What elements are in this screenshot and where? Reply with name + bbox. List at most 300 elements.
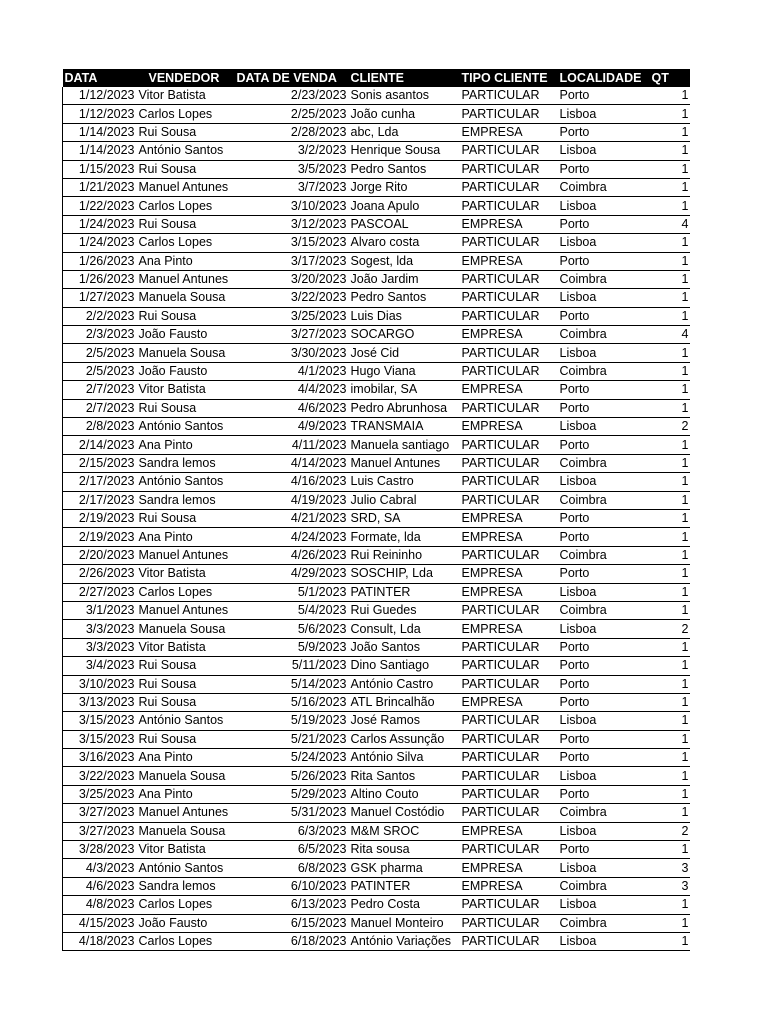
cell-cliente[interactable]: TRANSMAIA [349,418,460,436]
cell-data-de-venda[interactable]: 4/4/2023 [235,381,349,399]
cell-data-de-venda[interactable]: 4/16/2023 [235,473,349,491]
cell-tipo-cliente[interactable]: PARTICULAR [460,160,558,178]
cell-data-de-venda[interactable]: 6/15/2023 [235,914,349,932]
cell-cliente[interactable]: M&M SROC [349,822,460,840]
cell-vendedor[interactable]: João Fausto [137,326,235,344]
cell-qt[interactable]: 1 [646,841,690,859]
cell-vendedor[interactable]: Ana Pinto [137,528,235,546]
cell-vendedor[interactable]: Manuel Antunes [137,804,235,822]
cell-qt[interactable]: 2 [646,418,690,436]
cell-tipo-cliente[interactable]: PARTICULAR [460,767,558,785]
cell-vendedor[interactable]: Carlos Lopes [137,197,235,215]
cell-localidade[interactable]: Lisboa [558,289,646,307]
cell-qt[interactable]: 1 [646,105,690,123]
cell-cliente[interactable]: Henrique Sousa [349,142,460,160]
cell-data[interactable]: 2/17/2023 [63,473,137,491]
cell-localidade[interactable]: Porto [558,730,646,748]
cell-data-de-venda[interactable]: 5/14/2023 [235,675,349,693]
cell-vendedor[interactable]: Manuela Sousa [137,289,235,307]
cell-localidade[interactable]: Lisboa [558,822,646,840]
cell-localidade[interactable]: Porto [558,307,646,325]
cell-qt[interactable]: 1 [646,307,690,325]
cell-vendedor[interactable]: Manuela Sousa [137,344,235,362]
cell-vendedor[interactable]: Manuel Antunes [137,178,235,196]
cell-vendedor[interactable]: Sandra lemos [137,454,235,472]
cell-qt[interactable]: 1 [646,896,690,914]
cell-cliente[interactable]: ATL Brincalhão [349,693,460,711]
cell-data-de-venda[interactable]: 3/5/2023 [235,160,349,178]
cell-data[interactable]: 3/10/2023 [63,675,137,693]
header-data[interactable]: DATA [63,69,137,87]
cell-vendedor[interactable]: Ana Pinto [137,749,235,767]
cell-qt[interactable]: 1 [646,270,690,288]
cell-qt[interactable]: 1 [646,142,690,160]
cell-data-de-venda[interactable]: 3/10/2023 [235,197,349,215]
cell-qt[interactable]: 1 [646,785,690,803]
cell-localidade[interactable]: Coimbra [558,546,646,564]
cell-vendedor[interactable]: João Fausto [137,914,235,932]
cell-cliente[interactable]: António Variações [349,932,460,950]
cell-localidade[interactable]: Lisboa [558,418,646,436]
cell-data-de-venda[interactable]: 5/21/2023 [235,730,349,748]
cell-cliente[interactable]: Consult, Lda [349,620,460,638]
cell-cliente[interactable]: GSK pharma [349,859,460,877]
cell-localidade[interactable]: Porto [558,436,646,454]
cell-vendedor[interactable]: Manuela Sousa [137,620,235,638]
cell-cliente[interactable]: António Castro [349,675,460,693]
cell-cliente[interactable]: Pedro Santos [349,160,460,178]
cell-tipo-cliente[interactable]: PARTICULAR [460,344,558,362]
cell-localidade[interactable]: Porto [558,785,646,803]
cell-cliente[interactable]: Carlos Assunção [349,730,460,748]
cell-vendedor[interactable]: Rui Sousa [137,399,235,417]
cell-cliente[interactable]: Rui Reininho [349,546,460,564]
cell-tipo-cliente[interactable]: PARTICULAR [460,491,558,509]
cell-tipo-cliente[interactable]: EMPRESA [460,583,558,601]
cell-cliente[interactable]: Luis Dias [349,307,460,325]
cell-cliente[interactable]: Pedro Costa [349,896,460,914]
cell-data-de-venda[interactable]: 4/21/2023 [235,509,349,527]
cell-data[interactable]: 2/27/2023 [63,583,137,601]
header-cliente[interactable]: CLIENTE [349,69,460,87]
cell-qt[interactable]: 1 [646,730,690,748]
cell-data[interactable]: 2/19/2023 [63,509,137,527]
cell-data[interactable]: 1/26/2023 [63,270,137,288]
cell-data[interactable]: 1/22/2023 [63,197,137,215]
cell-data-de-venda[interactable]: 5/4/2023 [235,601,349,619]
cell-localidade[interactable]: Porto [558,160,646,178]
cell-vendedor[interactable]: Vitor Batista [137,87,235,105]
cell-cliente[interactable]: José Ramos [349,712,460,730]
cell-localidade[interactable]: Coimbra [558,454,646,472]
cell-tipo-cliente[interactable]: EMPRESA [460,565,558,583]
cell-localidade[interactable]: Lisboa [558,896,646,914]
cell-tipo-cliente[interactable]: PARTICULAR [460,362,558,380]
cell-localidade[interactable]: Porto [558,675,646,693]
cell-localidade[interactable]: Porto [558,252,646,270]
cell-tipo-cliente[interactable]: EMPRESA [460,381,558,399]
cell-localidade[interactable]: Lisboa [558,583,646,601]
cell-data-de-venda[interactable]: 3/27/2023 [235,326,349,344]
cell-vendedor[interactable]: Rui Sousa [137,657,235,675]
cell-localidade[interactable]: Coimbra [558,877,646,895]
cell-localidade[interactable]: Coimbra [558,914,646,932]
cell-cliente[interactable]: Pedro Abrunhosa [349,399,460,417]
cell-localidade[interactable]: Coimbra [558,804,646,822]
cell-data-de-venda[interactable]: 3/30/2023 [235,344,349,362]
cell-tipo-cliente[interactable]: PARTICULAR [460,675,558,693]
cell-tipo-cliente[interactable]: PARTICULAR [460,289,558,307]
cell-vendedor[interactable]: Vitor Batista [137,565,235,583]
cell-data[interactable]: 3/15/2023 [63,730,137,748]
cell-data-de-venda[interactable]: 6/10/2023 [235,877,349,895]
cell-cliente[interactable]: João cunha [349,105,460,123]
cell-tipo-cliente[interactable]: EMPRESA [460,877,558,895]
cell-qt[interactable]: 1 [646,344,690,362]
cell-data-de-venda[interactable]: 5/11/2023 [235,657,349,675]
cell-vendedor[interactable]: António Santos [137,712,235,730]
cell-tipo-cliente[interactable]: EMPRESA [460,859,558,877]
cell-data-de-venda[interactable]: 5/9/2023 [235,638,349,656]
cell-data-de-venda[interactable]: 4/24/2023 [235,528,349,546]
cell-cliente[interactable]: Jorge Rito [349,178,460,196]
cell-cliente[interactable]: Manuel Costódio [349,804,460,822]
cell-vendedor[interactable]: Vitor Batista [137,381,235,399]
cell-data[interactable]: 3/4/2023 [63,657,137,675]
cell-localidade[interactable]: Lisboa [558,620,646,638]
cell-data[interactable]: 2/20/2023 [63,546,137,564]
cell-localidade[interactable]: Lisboa [558,473,646,491]
cell-localidade[interactable]: Coimbra [558,601,646,619]
cell-qt[interactable]: 4 [646,326,690,344]
cell-data[interactable]: 2/5/2023 [63,344,137,362]
cell-data[interactable]: 2/7/2023 [63,399,137,417]
cell-cliente[interactable]: Pedro Santos [349,289,460,307]
cell-vendedor[interactable]: Manuel Antunes [137,546,235,564]
cell-tipo-cliente[interactable]: EMPRESA [460,693,558,711]
cell-qt[interactable]: 1 [646,178,690,196]
header-qt[interactable]: QT [646,69,690,87]
cell-vendedor[interactable]: Manuela Sousa [137,822,235,840]
cell-localidade[interactable]: Lisboa [558,767,646,785]
cell-vendedor[interactable]: António Santos [137,859,235,877]
cell-localidade[interactable]: Lisboa [558,344,646,362]
cell-qt[interactable]: 1 [646,546,690,564]
cell-tipo-cliente[interactable]: PARTICULAR [460,730,558,748]
cell-data[interactable]: 3/13/2023 [63,693,137,711]
cell-qt[interactable]: 1 [646,712,690,730]
cell-cliente[interactable]: João Jardim [349,270,460,288]
cell-data-de-venda[interactable]: 3/25/2023 [235,307,349,325]
cell-vendedor[interactable]: Vitor Batista [137,638,235,656]
cell-vendedor[interactable]: Carlos Lopes [137,896,235,914]
cell-vendedor[interactable]: Ana Pinto [137,252,235,270]
cell-data[interactable]: 3/16/2023 [63,749,137,767]
cell-tipo-cliente[interactable]: PARTICULAR [460,436,558,454]
cell-data[interactable]: 1/14/2023 [63,142,137,160]
cell-data-de-venda[interactable]: 5/19/2023 [235,712,349,730]
cell-tipo-cliente[interactable]: EMPRESA [460,215,558,233]
cell-qt[interactable]: 1 [646,123,690,141]
cell-data-de-venda[interactable]: 6/13/2023 [235,896,349,914]
cell-qt[interactable]: 2 [646,822,690,840]
cell-tipo-cliente[interactable]: PARTICULAR [460,601,558,619]
cell-data[interactable]: 2/5/2023 [63,362,137,380]
cell-cliente[interactable]: PASCOAL [349,215,460,233]
cell-qt[interactable]: 1 [646,362,690,380]
cell-localidade[interactable]: Coimbra [558,491,646,509]
cell-cliente[interactable]: PATINTER [349,877,460,895]
cell-data-de-venda[interactable]: 3/12/2023 [235,215,349,233]
cell-localidade[interactable]: Porto [558,123,646,141]
cell-cliente[interactable]: imobilar, SA [349,381,460,399]
cell-qt[interactable]: 2 [646,620,690,638]
cell-data-de-venda[interactable]: 6/8/2023 [235,859,349,877]
cell-data[interactable]: 2/3/2023 [63,326,137,344]
cell-data[interactable]: 2/17/2023 [63,491,137,509]
cell-localidade[interactable]: Porto [558,381,646,399]
cell-qt[interactable]: 1 [646,767,690,785]
cell-localidade[interactable]: Porto [558,215,646,233]
cell-qt[interactable]: 1 [646,693,690,711]
cell-data[interactable]: 3/15/2023 [63,712,137,730]
cell-tipo-cliente[interactable]: PARTICULAR [460,399,558,417]
cell-tipo-cliente[interactable]: PARTICULAR [460,638,558,656]
cell-tipo-cliente[interactable]: PARTICULAR [460,657,558,675]
cell-data-de-venda[interactable]: 4/26/2023 [235,546,349,564]
cell-vendedor[interactable]: Sandra lemos [137,877,235,895]
cell-cliente[interactable]: João Santos [349,638,460,656]
cell-localidade[interactable]: Porto [558,749,646,767]
cell-cliente[interactable]: Julio Cabral [349,491,460,509]
cell-tipo-cliente[interactable]: EMPRESA [460,620,558,638]
cell-cliente[interactable]: Manuel Antunes [349,454,460,472]
cell-vendedor[interactable]: Rui Sousa [137,730,235,748]
cell-data[interactable]: 2/26/2023 [63,565,137,583]
cell-data[interactable]: 3/27/2023 [63,804,137,822]
cell-localidade[interactable]: Lisboa [558,859,646,877]
cell-localidade[interactable]: Porto [558,399,646,417]
cell-localidade[interactable]: Porto [558,528,646,546]
cell-vendedor[interactable]: Carlos Lopes [137,932,235,950]
cell-vendedor[interactable]: Rui Sousa [137,160,235,178]
cell-qt[interactable]: 3 [646,859,690,877]
cell-qt[interactable]: 4 [646,215,690,233]
cell-cliente[interactable]: Manuela santiago [349,436,460,454]
header-vendedor[interactable]: VENDEDOR [137,69,235,87]
cell-tipo-cliente[interactable]: PARTICULAR [460,914,558,932]
cell-data[interactable]: 1/27/2023 [63,289,137,307]
cell-tipo-cliente[interactable]: PARTICULAR [460,270,558,288]
cell-vendedor[interactable]: António Santos [137,142,235,160]
cell-data-de-venda[interactable]: 5/29/2023 [235,785,349,803]
cell-tipo-cliente[interactable]: PARTICULAR [460,896,558,914]
cell-data-de-venda[interactable]: 5/24/2023 [235,749,349,767]
cell-tipo-cliente[interactable]: PARTICULAR [460,932,558,950]
cell-tipo-cliente[interactable]: PARTICULAR [460,178,558,196]
cell-vendedor[interactable]: António Santos [137,473,235,491]
cell-vendedor[interactable]: Carlos Lopes [137,583,235,601]
cell-localidade[interactable]: Porto [558,657,646,675]
cell-cliente[interactable]: Altino Couto [349,785,460,803]
cell-vendedor[interactable]: Rui Sousa [137,675,235,693]
cell-qt[interactable]: 1 [646,528,690,546]
cell-cliente[interactable]: Joana Apulo [349,197,460,215]
cell-tipo-cliente[interactable]: PARTICULAR [460,804,558,822]
cell-qt[interactable]: 1 [646,289,690,307]
cell-data-de-venda[interactable]: 3/7/2023 [235,178,349,196]
cell-vendedor[interactable]: António Santos [137,418,235,436]
cell-qt[interactable]: 1 [646,914,690,932]
cell-tipo-cliente[interactable]: EMPRESA [460,822,558,840]
header-tipo-cliente[interactable]: TIPO CLIENTE [460,69,558,87]
cell-data[interactable]: 1/15/2023 [63,160,137,178]
cell-tipo-cliente[interactable]: PARTICULAR [460,546,558,564]
cell-vendedor[interactable]: Carlos Lopes [137,234,235,252]
cell-cliente[interactable]: Rita sousa [349,841,460,859]
cell-data[interactable]: 1/12/2023 [63,105,137,123]
cell-vendedor[interactable]: Rui Sousa [137,693,235,711]
cell-qt[interactable]: 1 [646,491,690,509]
cell-cliente[interactable]: Sogest, lda [349,252,460,270]
cell-tipo-cliente[interactable]: PARTICULAR [460,197,558,215]
cell-data[interactable]: 3/1/2023 [63,601,137,619]
cell-data-de-venda[interactable]: 6/18/2023 [235,932,349,950]
cell-data[interactable]: 4/18/2023 [63,932,137,950]
cell-tipo-cliente[interactable]: PARTICULAR [460,105,558,123]
cell-vendedor[interactable]: Sandra lemos [137,491,235,509]
cell-qt[interactable]: 1 [646,454,690,472]
cell-qt[interactable]: 1 [646,234,690,252]
cell-cliente[interactable]: abc, Lda [349,123,460,141]
cell-qt[interactable]: 1 [646,381,690,399]
cell-qt[interactable]: 1 [646,399,690,417]
cell-data-de-venda[interactable]: 5/1/2023 [235,583,349,601]
cell-qt[interactable]: 1 [646,565,690,583]
cell-localidade[interactable]: Coimbra [558,326,646,344]
cell-data[interactable]: 2/14/2023 [63,436,137,454]
cell-data[interactable]: 3/22/2023 [63,767,137,785]
cell-cliente[interactable]: SOSCHIP, Lda [349,565,460,583]
cell-tipo-cliente[interactable]: PARTICULAR [460,307,558,325]
cell-tipo-cliente[interactable]: PARTICULAR [460,749,558,767]
cell-cliente[interactable]: PATINTER [349,583,460,601]
cell-data[interactable]: 3/25/2023 [63,785,137,803]
cell-data-de-venda[interactable]: 3/2/2023 [235,142,349,160]
cell-qt[interactable]: 1 [646,675,690,693]
cell-localidade[interactable]: Porto [558,638,646,656]
cell-data-de-venda[interactable]: 6/5/2023 [235,841,349,859]
cell-vendedor[interactable]: Carlos Lopes [137,105,235,123]
cell-vendedor[interactable]: Manuel Antunes [137,601,235,619]
cell-tipo-cliente[interactable]: PARTICULAR [460,473,558,491]
cell-localidade[interactable]: Coimbra [558,362,646,380]
cell-data[interactable]: 4/15/2023 [63,914,137,932]
cell-cliente[interactable]: SRD, SA [349,509,460,527]
header-localidade[interactable]: LOCALIDADE [558,69,646,87]
cell-vendedor[interactable]: Rui Sousa [137,509,235,527]
cell-localidade[interactable]: Porto [558,509,646,527]
cell-data-de-venda[interactable]: 5/31/2023 [235,804,349,822]
header-data-de-venda[interactable]: DATA DE VENDA [235,69,349,87]
cell-data[interactable]: 4/3/2023 [63,859,137,877]
cell-tipo-cliente[interactable]: EMPRESA [460,509,558,527]
cell-data-de-venda[interactable]: 4/14/2023 [235,454,349,472]
cell-cliente[interactable]: Rita Santos [349,767,460,785]
cell-data[interactable]: 4/8/2023 [63,896,137,914]
cell-vendedor[interactable]: Manuela Sousa [137,767,235,785]
cell-cliente[interactable]: Sonis asantos [349,87,460,105]
cell-tipo-cliente[interactable]: PARTICULAR [460,87,558,105]
cell-data-de-venda[interactable]: 4/19/2023 [235,491,349,509]
cell-data-de-venda[interactable]: 2/23/2023 [235,87,349,105]
cell-data-de-venda[interactable]: 2/28/2023 [235,123,349,141]
cell-cliente[interactable]: José Cid [349,344,460,362]
cell-tipo-cliente[interactable]: PARTICULAR [460,234,558,252]
cell-localidade[interactable]: Coimbra [558,270,646,288]
cell-qt[interactable]: 1 [646,197,690,215]
cell-qt[interactable]: 1 [646,657,690,675]
cell-tipo-cliente[interactable]: EMPRESA [460,326,558,344]
cell-data[interactable]: 2/2/2023 [63,307,137,325]
cell-data-de-venda[interactable]: 3/15/2023 [235,234,349,252]
cell-vendedor[interactable]: Rui Sousa [137,215,235,233]
cell-data[interactable]: 3/28/2023 [63,841,137,859]
cell-vendedor[interactable]: Rui Sousa [137,307,235,325]
cell-vendedor[interactable]: Ana Pinto [137,436,235,454]
cell-vendedor[interactable]: Rui Sousa [137,123,235,141]
cell-data-de-venda[interactable]: 3/17/2023 [235,252,349,270]
cell-cliente[interactable]: Alvaro costa [349,234,460,252]
cell-data[interactable]: 2/7/2023 [63,381,137,399]
cell-tipo-cliente[interactable]: EMPRESA [460,252,558,270]
cell-qt[interactable]: 1 [646,601,690,619]
cell-localidade[interactable]: Porto [558,693,646,711]
cell-localidade[interactable]: Lisboa [558,234,646,252]
cell-vendedor[interactable]: Manuel Antunes [137,270,235,288]
cell-data[interactable]: 1/14/2023 [63,123,137,141]
cell-data-de-venda[interactable]: 4/29/2023 [235,565,349,583]
cell-tipo-cliente[interactable]: EMPRESA [460,528,558,546]
cell-localidade[interactable]: Porto [558,87,646,105]
cell-cliente[interactable]: Rui Guedes [349,601,460,619]
cell-data-de-venda[interactable]: 5/16/2023 [235,693,349,711]
cell-tipo-cliente[interactable]: PARTICULAR [460,841,558,859]
cell-data[interactable]: 3/3/2023 [63,620,137,638]
cell-data[interactable]: 2/15/2023 [63,454,137,472]
cell-qt[interactable]: 1 [646,252,690,270]
cell-data[interactable]: 1/12/2023 [63,87,137,105]
cell-data[interactable]: 2/19/2023 [63,528,137,546]
cell-data-de-venda[interactable]: 4/11/2023 [235,436,349,454]
cell-qt[interactable]: 1 [646,436,690,454]
cell-localidade[interactable]: Lisboa [558,197,646,215]
cell-tipo-cliente[interactable]: PARTICULAR [460,454,558,472]
cell-data[interactable]: 2/8/2023 [63,418,137,436]
cell-qt[interactable]: 3 [646,877,690,895]
cell-data[interactable]: 1/24/2023 [63,215,137,233]
cell-qt[interactable]: 1 [646,932,690,950]
cell-data-de-venda[interactable]: 5/6/2023 [235,620,349,638]
cell-qt[interactable]: 1 [646,509,690,527]
cell-qt[interactable]: 1 [646,804,690,822]
cell-data-de-venda[interactable]: 4/6/2023 [235,399,349,417]
cell-localidade[interactable]: Lisboa [558,712,646,730]
cell-localidade[interactable]: Lisboa [558,105,646,123]
cell-cliente[interactable]: Manuel Monteiro [349,914,460,932]
cell-vendedor[interactable]: Vitor Batista [137,841,235,859]
cell-data-de-venda[interactable]: 3/22/2023 [235,289,349,307]
